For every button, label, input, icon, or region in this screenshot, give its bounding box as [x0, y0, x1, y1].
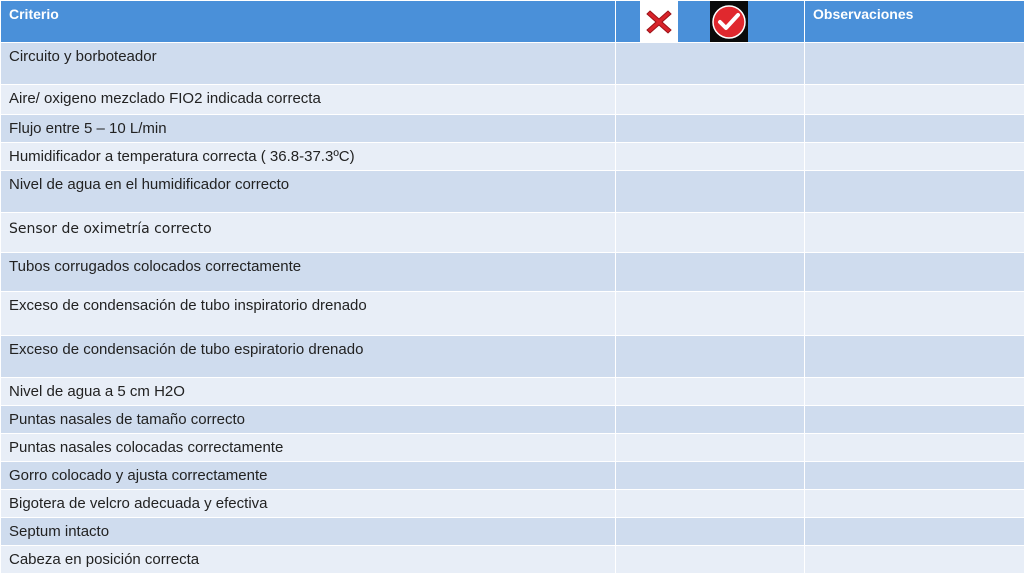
observaciones-cell[interactable]	[805, 434, 1024, 462]
observaciones-cell[interactable]	[805, 115, 1024, 143]
criterio-cell	[1, 490, 616, 518]
table-row	[1, 213, 1024, 253]
criterio-text: Puntas nasales de tamaño correcto	[9, 411, 245, 428]
check-cell[interactable]	[616, 518, 805, 546]
criterio-text: Circuito y borboteador	[9, 48, 157, 65]
criterio-cell	[1, 213, 616, 253]
check-cell[interactable]	[616, 292, 805, 336]
criterio-cell	[1, 115, 616, 143]
check-cell[interactable]	[616, 85, 805, 115]
criterio-text: Aire/ oxigeno mezclado FIO2 indicada correcta	[9, 90, 321, 107]
criterio-cell	[1, 518, 616, 546]
table-row	[1, 85, 1024, 115]
observaciones-cell[interactable]	[805, 490, 1024, 518]
criterio-text: Nivel de agua en el humidificador correcto	[9, 176, 290, 193]
table-row	[1, 171, 1024, 213]
criterio-cell	[1, 546, 616, 574]
criterio-header	[1, 1, 616, 43]
observaciones-cell[interactable]	[805, 85, 1024, 115]
criterio-text: Exceso de condensación de tubo espiratorio drenado	[9, 341, 364, 358]
observaciones-cell[interactable]	[805, 253, 1024, 292]
criterio-text: Humidificador a temperatura correcta ( 36.8-37.3ºC)	[9, 148, 355, 165]
table-row	[1, 292, 1024, 336]
header-row	[1, 1, 1024, 43]
check-cell[interactable]	[616, 434, 805, 462]
x-icon	[640, 1, 678, 42]
check-cell[interactable]	[616, 213, 805, 253]
criterio-text: Nivel de agua a 5 cm H2O	[9, 383, 185, 400]
checkmark-icon	[710, 1, 748, 42]
check-cell[interactable]	[616, 253, 805, 292]
observaciones-cell[interactable]	[805, 43, 1024, 85]
check-cell[interactable]	[616, 43, 805, 85]
table-row	[1, 253, 1024, 292]
table-row	[1, 115, 1024, 143]
observaciones-cell[interactable]	[805, 378, 1024, 406]
observaciones-cell[interactable]	[805, 546, 1024, 574]
table-row	[1, 546, 1024, 574]
criterio-cell	[1, 434, 616, 462]
check-header	[616, 1, 805, 43]
table-row	[1, 43, 1024, 85]
observaciones-header	[805, 1, 1024, 43]
observaciones-cell[interactable]	[805, 143, 1024, 171]
observaciones-cell[interactable]	[805, 213, 1024, 253]
criterio-text: Septum intacto	[9, 523, 110, 540]
table-row	[1, 378, 1024, 406]
criterio-cell	[1, 171, 616, 213]
table-row	[1, 336, 1024, 378]
observaciones-cell[interactable]	[805, 406, 1024, 434]
table-row	[1, 490, 1024, 518]
table-row	[1, 406, 1024, 434]
check-cell[interactable]	[616, 143, 805, 171]
criterio-cell	[1, 462, 616, 490]
observaciones-header-label: Observaciones	[813, 6, 914, 22]
table-row	[1, 434, 1024, 462]
observaciones-cell[interactable]	[805, 171, 1024, 213]
observaciones-cell[interactable]	[805, 462, 1024, 490]
criterio-cell	[1, 143, 616, 171]
table-row	[1, 518, 1024, 546]
criterio-text: Sensor de oximetría correcto	[9, 221, 212, 237]
criterio-text: Puntas nasales colocadas correctamente	[9, 439, 284, 456]
check-cell[interactable]	[616, 171, 805, 213]
criterio-cell	[1, 253, 616, 292]
check-cell[interactable]	[616, 490, 805, 518]
observaciones-cell[interactable]	[805, 518, 1024, 546]
criterio-text: Bigotera de velcro adecuada y efectiva	[9, 495, 268, 512]
criterio-cell	[1, 336, 616, 378]
observaciones-cell[interactable]	[805, 336, 1024, 378]
observaciones-cell[interactable]	[805, 292, 1024, 336]
criterio-cell	[1, 43, 616, 85]
criterio-text: Cabeza en posición correcta	[9, 551, 200, 568]
criterio-cell	[1, 378, 616, 406]
table-row	[1, 143, 1024, 171]
criterio-text: Tubos corrugados colocados correctamente	[9, 258, 302, 275]
criterio-cell	[1, 406, 616, 434]
criterio-text: Flujo entre 5 – 10 L/min	[9, 120, 167, 137]
criterio-cell	[1, 85, 616, 115]
check-cell[interactable]	[616, 406, 805, 434]
check-cell[interactable]	[616, 336, 805, 378]
table-row	[1, 462, 1024, 490]
criterio-text: Exceso de condensación de tubo inspiratorio drenado	[9, 297, 367, 314]
check-cell[interactable]	[616, 462, 805, 490]
criterio-text: Gorro colocado y ajusta correctamente	[9, 467, 268, 484]
check-cell[interactable]	[616, 546, 805, 574]
criterio-cell	[1, 292, 616, 336]
check-cell[interactable]	[616, 115, 805, 143]
criterio-header-label: Criterio	[9, 6, 59, 22]
check-cell[interactable]	[616, 378, 805, 406]
